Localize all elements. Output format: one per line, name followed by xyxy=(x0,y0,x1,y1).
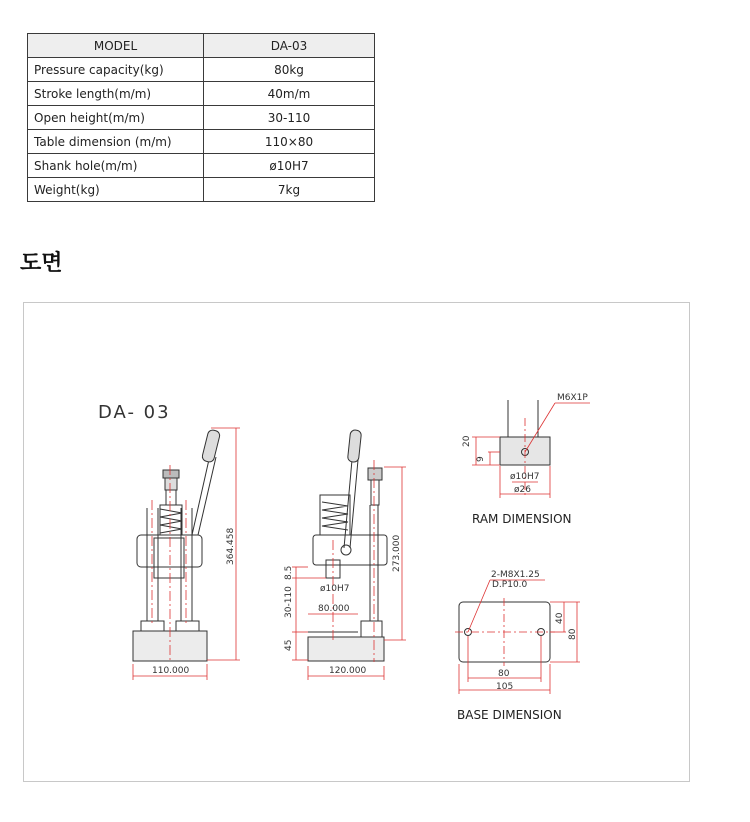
spec-value: ø10H7 xyxy=(204,154,375,178)
spec-value: 110×80 xyxy=(204,130,375,154)
side-pivot xyxy=(341,545,351,555)
side-base xyxy=(308,637,384,661)
spec-label: Stroke length(m/m) xyxy=(28,82,204,106)
spec-label: Pressure capacity(kg) xyxy=(28,58,204,82)
side-stroke-dim: 8.5 xyxy=(284,565,294,580)
base-length-dim: 105 xyxy=(496,682,514,692)
side-head-block xyxy=(313,535,387,565)
spec-label: Table dimension (m/m) xyxy=(28,130,204,154)
base-depth-label: D.P10.0 xyxy=(492,580,528,590)
spec-label: Shank hole(m/m) xyxy=(28,154,204,178)
side-table-len-dim: 80.000 xyxy=(318,604,350,614)
spec-value: 7kg xyxy=(204,178,375,202)
base-hole-offset-dim: 40 xyxy=(555,612,565,624)
spec-label: Open height(m/m) xyxy=(28,106,204,130)
front-handle-grip xyxy=(201,429,220,463)
side-base-len-dim: 120.000 xyxy=(329,666,367,676)
side-column-foot xyxy=(361,621,382,637)
ram-thread-label: M6X1P xyxy=(557,393,588,403)
base-dimensions xyxy=(455,580,580,694)
ram-dia-dim: ø26 xyxy=(514,485,531,495)
side-table-dim: 45 xyxy=(284,639,294,651)
ram-caption: RAM DIMENSION xyxy=(472,512,572,526)
front-width-dim: 110.000 xyxy=(152,666,190,676)
front-view xyxy=(133,429,221,661)
ram-height-dim: 20 xyxy=(462,435,472,447)
front-pillar-foot xyxy=(176,621,199,631)
side-handle-grip xyxy=(347,430,361,463)
front-height-dim: 364.458 xyxy=(226,527,236,565)
side-shank-dim: ø10H7 xyxy=(320,584,350,594)
front-knob xyxy=(165,478,177,490)
spec-header-label: MODEL xyxy=(28,34,204,58)
spec-header-value: DA-03 xyxy=(204,34,375,58)
side-knob xyxy=(368,468,382,480)
base-width-dim: 80 xyxy=(568,628,578,640)
base-caption: BASE DIMENSION xyxy=(457,708,562,722)
spec-label: Weight(kg) xyxy=(28,178,204,202)
ram-hole-depth-dim: 9 xyxy=(476,456,486,462)
model-label: DA- 03 xyxy=(98,402,171,423)
section-title: 도면 xyxy=(20,251,63,276)
base-hole-pitch-dim: 80 xyxy=(498,669,510,679)
base-hole-label: 2-M8X1.25 xyxy=(491,570,540,580)
front-pillar-foot xyxy=(141,621,164,631)
spec-value: 40m/m xyxy=(204,82,375,106)
side-height-dim: 273.000 xyxy=(392,534,402,572)
side-view xyxy=(308,430,387,661)
side-open-dim: 30-110 xyxy=(284,586,294,618)
spec-value: 80kg xyxy=(204,58,375,82)
spec-value: 30-110 xyxy=(204,106,375,130)
ram-hole-dim: ø10H7 xyxy=(510,472,540,482)
